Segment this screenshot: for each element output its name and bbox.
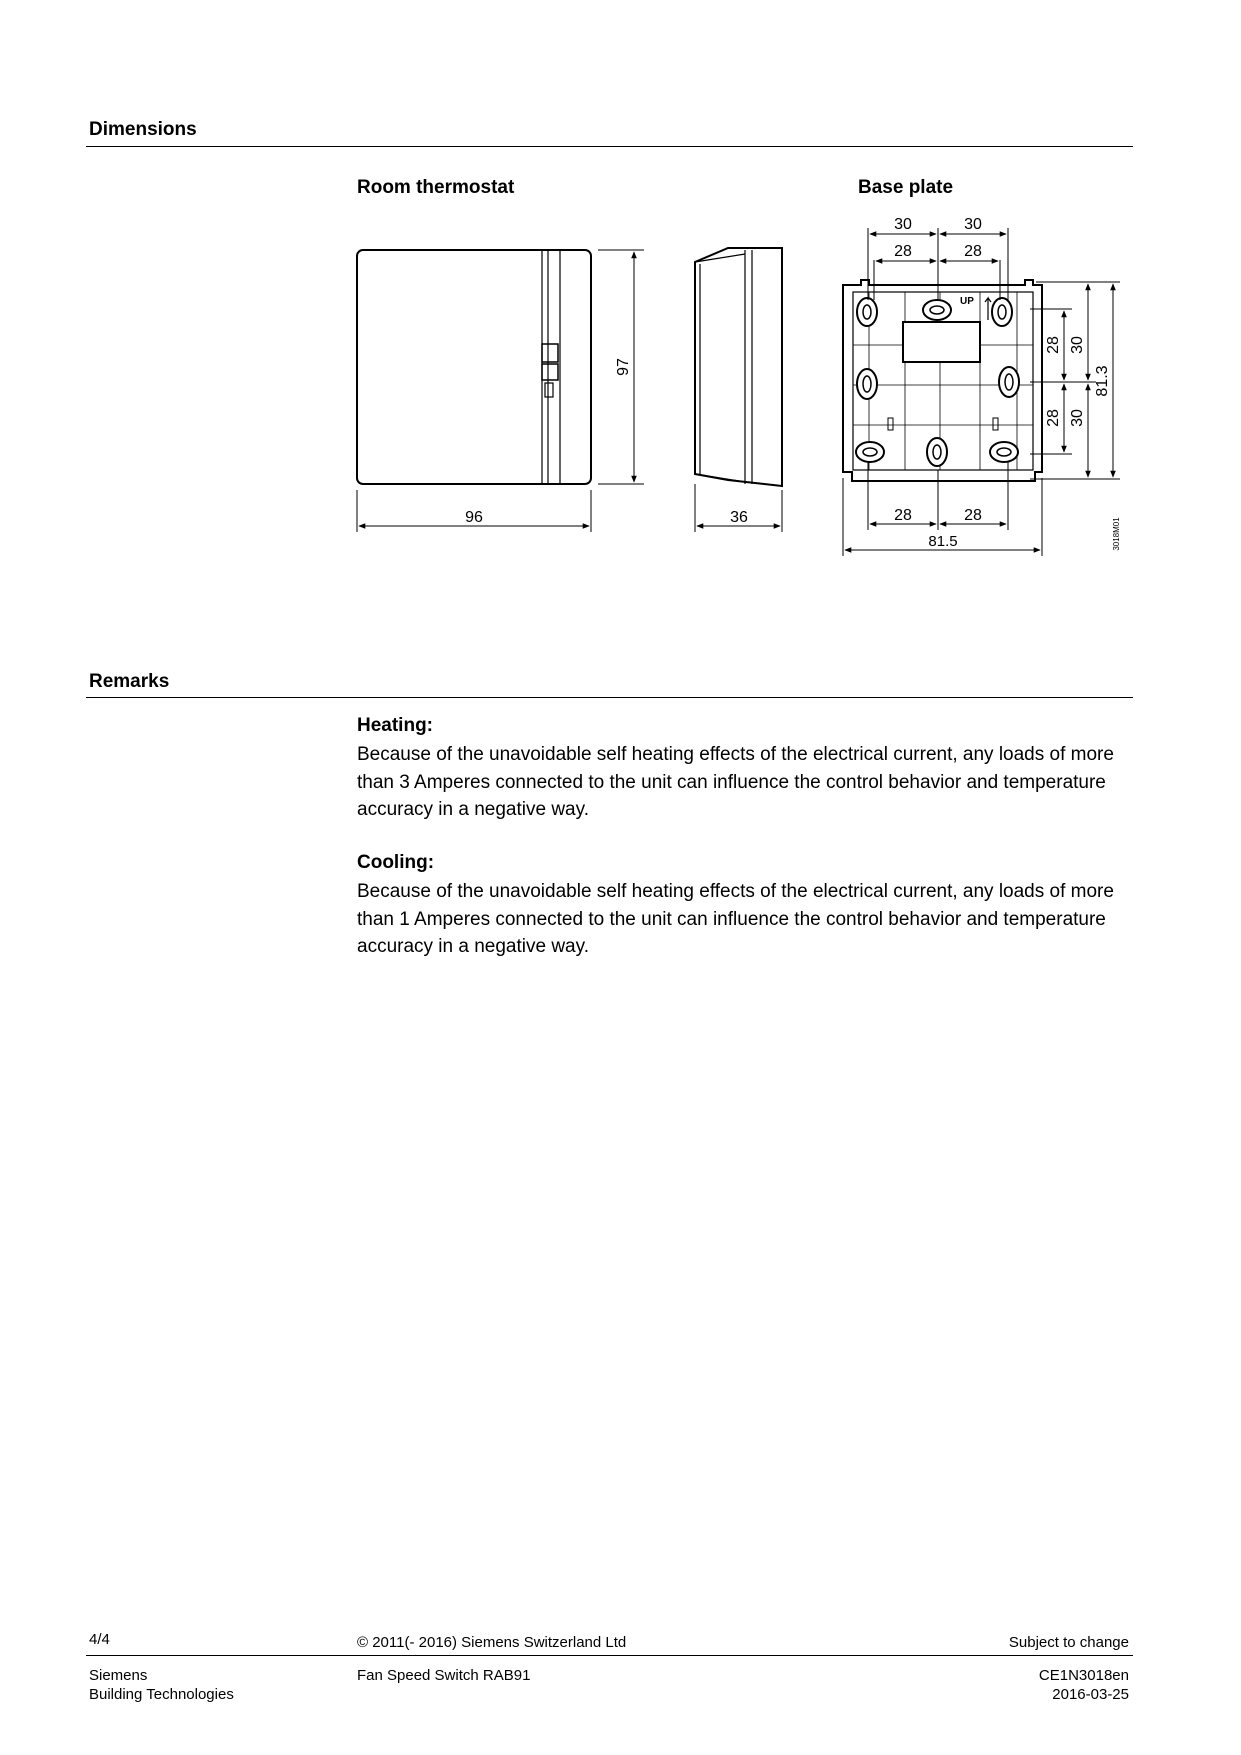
page-number: 4/4 xyxy=(89,1631,110,1648)
cooling-text: Because of the unavoidable self heating effects of the electrical current, any loads of more than 1 Amperes connected to the unit can influence the control behavior and temperature accuracy in a negative way. xyxy=(357,881,1114,957)
dim-right-inner-upper: 28 xyxy=(1045,336,1062,354)
document-date: 2016-03-25 xyxy=(1052,1686,1129,1703)
heating-title: Heating: xyxy=(357,715,433,736)
dim-height-97: 97 xyxy=(615,358,632,376)
drawing-code: 3018M01 xyxy=(1112,517,1121,551)
dim-width-96: 96 xyxy=(465,509,483,526)
dim-right-outer-lower: 30 xyxy=(1069,409,1086,427)
dim-depth-36: 36 xyxy=(730,509,748,526)
dim-top-outer-left: 30 xyxy=(894,216,912,233)
thermostat-front-view xyxy=(357,250,591,484)
thermostat-front-dimensions xyxy=(357,250,644,532)
dim-top-inner-right: 28 xyxy=(964,243,982,260)
dim-right-outer-upper: 30 xyxy=(1069,336,1086,354)
remarks-rule xyxy=(86,697,1133,698)
cooling-title: Cooling: xyxy=(357,852,435,873)
dim-bottom-inner-right: 28 xyxy=(964,507,982,524)
division-name: Building Technologies xyxy=(89,1686,234,1703)
dim-right-inner-lower: 28 xyxy=(1045,409,1062,427)
dim-bottom-total: 81.5 xyxy=(928,533,958,550)
dim-bottom-inner-left: 28 xyxy=(894,507,912,524)
copyright: © 2011(- 2016) Siemens Switzerland Ltd xyxy=(357,1634,627,1651)
dimension-drawings xyxy=(0,0,1241,600)
room-thermostat-title: Room thermostat xyxy=(357,177,515,198)
up-label: UP xyxy=(960,296,974,307)
subject-to-change: Subject to change xyxy=(1008,1634,1129,1651)
heating-text: Because of the unavoidable self heating effects of the electrical current, any loads of more than 3 Amperes connected to the unit can influence the control behavior and temperature accuracy in a negative way. xyxy=(357,744,1114,820)
company-name: Siemens xyxy=(89,1667,148,1684)
footer-rule xyxy=(86,1655,1133,1656)
base-plate-drawing xyxy=(843,280,1042,481)
dim-top-outer-right: 30 xyxy=(964,216,982,233)
base-plate-title: Base plate xyxy=(858,177,954,198)
remarks-heading: Remarks xyxy=(89,671,170,692)
dimensions-heading: Dimensions xyxy=(89,119,197,140)
dim-top-inner-left: 28 xyxy=(894,243,912,260)
thermostat-side-view xyxy=(695,248,782,486)
dim-right-total: 81.3 xyxy=(1094,365,1111,397)
document-id: CE1N3018en xyxy=(1038,1667,1129,1684)
product-name: Fan Speed Switch RAB91 xyxy=(357,1667,531,1684)
